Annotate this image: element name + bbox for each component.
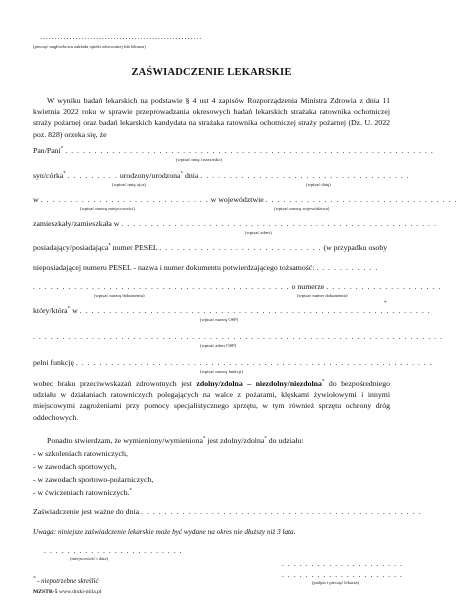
list-item-text: - w ćwiczeniach ratowniczych. [33, 488, 130, 497]
w-mid: w województwie [210, 195, 264, 204]
nopesel-dots: . . . . . . . . . . . [316, 263, 379, 272]
syn-dots2: . . . . . . . . . . . . . . . . . . . . . . . . . . . . . . . . . . . . [200, 171, 410, 180]
zam-label: zamieszkały/zamieszkała w [33, 219, 120, 228]
w-caption-voivodeship: (wpisać nazwę województwa) [274, 206, 330, 211]
decision-post: do bezpośredniego udziału w działaniach ratowniczych polegających na walce z pożarami, klęskami żywiołowymi i innymi miejscowymi zagrożeniami przy pomocy specjalistycznego sprzętu, w tym również sprzętu ochrony dróg oddechowych. [33, 379, 391, 422]
pesel-star: * [108, 243, 111, 249]
footnote-text: - niepotrzebne skreślić [35, 578, 99, 585]
validity-line [33, 507, 421, 516]
pesel-dots: . . . . . . . . . . . . . . . . . . . . . . . . . . . . [159, 243, 322, 252]
osp-address-caption: (wpisać adres OSP) [200, 343, 237, 348]
footnote-star: * [33, 576, 36, 582]
stamp-caption: (pieczęć nagłówkowa zakładu opieki zdrowotnej lub lekarza) [33, 44, 146, 49]
panpani-star: * [60, 146, 64, 152]
field-w [33, 195, 457, 204]
field-pesel [33, 243, 387, 252]
document-title: ZAŚWIADCZENIE LEKARSKIE [131, 67, 292, 78]
decision-unfit: niezdolny/niezdolna [255, 379, 322, 388]
footer-url: www.druki-mila.pl [58, 589, 102, 595]
syn-mid2: dnia [184, 171, 199, 180]
pesel-rest: numer PESEL [112, 243, 158, 252]
field-nopesel [33, 263, 378, 272]
field-syn [33, 171, 410, 180]
decision-dash: – [242, 379, 256, 388]
pesel-label: posiadający/posiadająca [33, 243, 109, 252]
footer [33, 589, 101, 595]
additional-post: do udziału: [266, 436, 304, 445]
list-item: - w szkoleniach ratowniczych, [33, 449, 128, 458]
w-caption-place: (wpisać nazwę miejscowości) [80, 206, 135, 211]
zam-dots: . . . . . . . . . . . . . . . . . . . . . . . . . . . . . . . . . . . . . . . . . . . . . . . . . . . . . . [121, 219, 437, 228]
pesel-tail: (w przypadku osoby [323, 243, 388, 252]
funkcja-caption: (wpisać nazwę funkcji) [200, 369, 243, 374]
ktory-label: który/która [33, 306, 68, 315]
signature-dots-1: . . . . . . . . . . . . . . . . . . . . . [282, 559, 403, 568]
doc-caption-number: (wpisać numer dokumentu) [297, 293, 348, 298]
field-ktory [33, 306, 431, 315]
additional-star2: * [264, 436, 267, 442]
validity-label: Zaświadczenie jest ważne do dnia [33, 507, 140, 516]
funkcja-label: pełni funkcję [33, 358, 74, 367]
intro-paragraph: W wyniku badań lekarskich na podstawie § 4 ust 4 zapisów Rozporządzenia Ministra Zdrowia z dnia 11 kwietnia 2022 roku w sprawie przeprowadzania okresowych badań lekarskich strażaka ratownika ochotniczej straży pożarnej oraz badań lekarskich kandydata na strażaka ratownika ochotniczej straży pożarnej (Dz. U. 2022 poz. 828) orzeka się, że [33, 96, 390, 139]
doc-dots1: . . . . . . . . . . . . . . . . . . . . . . . . . . . . . . . . . . . . . . . . . . . . [33, 282, 290, 291]
place-dots: . . . . . . . . . . . . . . . . . . . . . . . . [44, 546, 183, 555]
panpani-caption: (wpisać imię i nazwisko) [176, 157, 223, 162]
decision-star: * [321, 379, 325, 385]
stamp-dots: ....................................................... [40, 32, 203, 41]
decision-fit: zdolny/zdolna [196, 379, 243, 388]
decision-pre: wobec braku przeciwwskazań zdrowotnych jest [33, 379, 192, 388]
ktory-dots: . . . . . . . . . . . . . . . . . . . . . . . . . . . . . . . . . . . . . . . . . . . . . . . . . . . . . . . . . . . . [79, 306, 431, 315]
ktory-mid: w [72, 306, 78, 315]
list-item: - w zawodach sportowo-pożarniczych, [33, 475, 154, 484]
doc-caption-name: (wpisać nazwę dokumentu) [94, 293, 145, 298]
w-label: w [33, 195, 39, 204]
additional-pre: Ponadto stwierdzam, że wymieniony/wymieniona [47, 436, 203, 445]
validity-note: Uwaga: niniejsze zaświadczenie lekarskie może być wydane na okres nie dłuższy niż 3 lata. [33, 528, 296, 536]
nopesel-text: nieposiadającej numeru PESEL - nazwa i numer dokumentu potwierdzającego tożsamość: [33, 263, 315, 272]
w-dots2: . . . . . . . . . . . . . . . . . . . . . . . . . . . . . . . . . [265, 195, 457, 204]
validity-dots: . . . . . . . . . . . . . . . . . . . . . . . . . . . . . . . . . . . . . . . . . . . . . . . . [141, 507, 422, 516]
ktory-end-star: * [384, 301, 387, 306]
field-doc [33, 282, 441, 291]
footer-code: MZSTR-5 [33, 589, 58, 595]
field-panpani [33, 146, 434, 155]
additional-mid: jest zdolny/zdolna [205, 436, 265, 445]
syn-star: * [63, 171, 66, 177]
ktory-caption: (wpisać nazwę OSP) [200, 317, 239, 322]
field-osp-address [33, 332, 443, 341]
syn-caption-father: (wpisać imię ojca) [112, 182, 146, 187]
w-dots1: . . . . . . . . . . . . . . . . . . . . . . . . . . . . . [40, 195, 209, 204]
field-funkcja [33, 358, 433, 367]
syn-label: syn/córka [33, 171, 64, 180]
place-caption: (miejscowość i data) [70, 556, 109, 561]
syn-caption-date: (wpisać datę) [306, 182, 331, 187]
zam-caption: (wpisać adres) [245, 230, 272, 235]
osp-address-dots: . . . . . . . . . . . . . . . . . . . . . . . . . . . . . . . . . . . . . . . . . . . . . . . . . . . . . . . . . . . . . . . . . . . . . . [33, 332, 443, 341]
syn-mid: urodzony/urodzona [119, 171, 181, 180]
signature-caption: (podpis i pieczęć lekarza) [312, 580, 360, 585]
signature-dots-2: . . . . . . . . . . . . . . . . . . . . . [282, 570, 403, 579]
list-item: - w zawodach sportowych, [33, 462, 117, 471]
doc-dots2: . . . . . . . . . . . . . . . . . . . . [326, 282, 442, 291]
footnote [33, 578, 98, 585]
ktory-star: * [67, 306, 71, 312]
syn-dots1: . . . . . . . . . [67, 171, 118, 180]
decision-paragraph [33, 378, 390, 423]
syn-mid-star: * [180, 171, 183, 177]
list-star: * [129, 488, 133, 494]
doc-mid: o numerze [291, 282, 325, 291]
field-zam [33, 219, 437, 228]
panpani-dots: . . . . . . . . . . . . . . . . . . . . . . . . . . . . . . . . . . . . . . . . . . . . . . . . . . . . . . . . . . . . . . . [65, 146, 434, 155]
additional-line [47, 436, 304, 445]
funkcja-dots: . . . . . . . . . . . . . . . . . . . . . . . . . . . . . . . . . . . . . . . . . . . . . . . . . . . . . . . . . . . . . [75, 358, 433, 367]
panpani-label: Pan/Pani [33, 146, 61, 155]
additional-star1: * [202, 436, 206, 442]
list-item [33, 488, 132, 497]
